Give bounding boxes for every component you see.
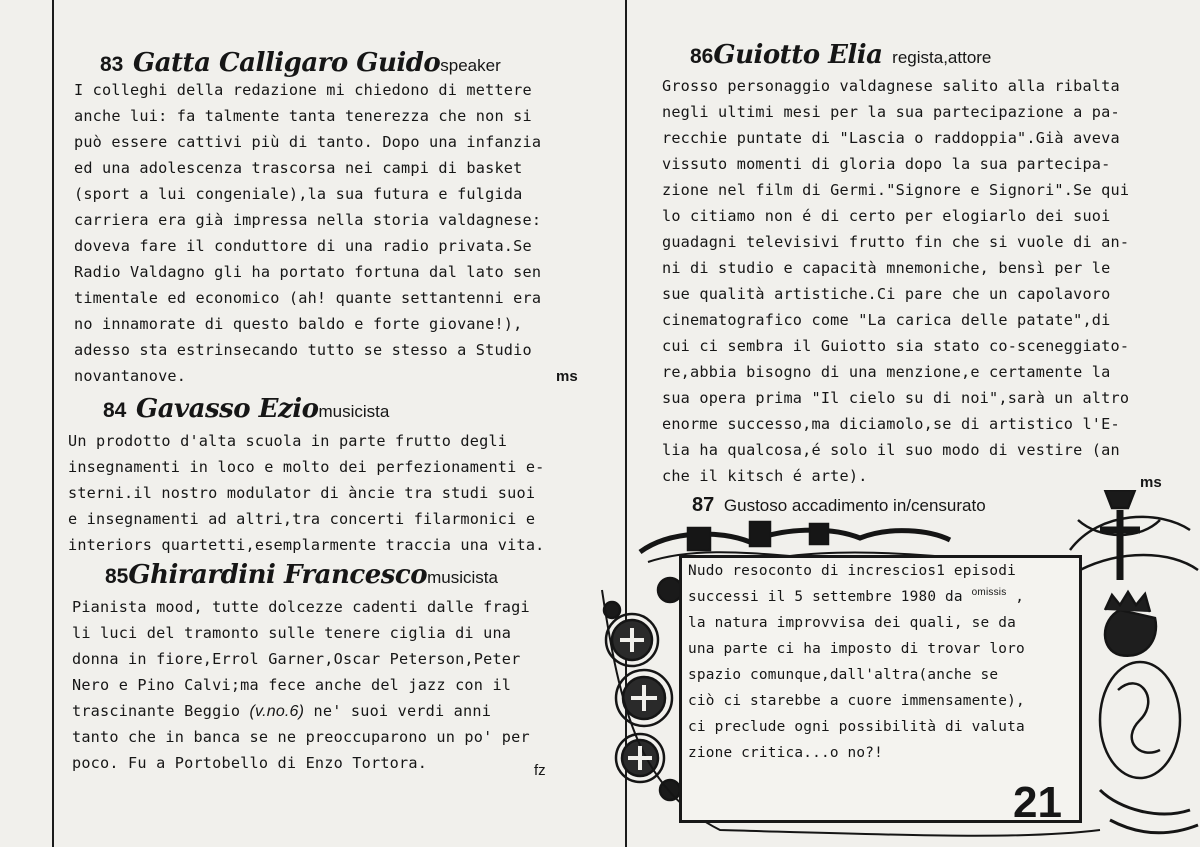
entry-role: musicista (427, 568, 498, 587)
entry-name: Gavasso Ezio (136, 394, 319, 424)
page-number: 21 (1013, 778, 1062, 827)
text-line: novantanove. (74, 367, 187, 385)
text-line: sterni.il nostro modulator di àncie tra studi suoi (68, 484, 536, 502)
text-line: negli ultimi mesi per la sua partecipazione a pa- (662, 103, 1120, 121)
text-line: I colleghi della redazione mi chiedono di mettere (74, 81, 532, 99)
text-line: timentale ed economico (ah! quante settantenni era (74, 289, 542, 307)
entry-number: 86 (690, 45, 714, 68)
text-line: zione nel film di Germi."Signore e Signori".Se qui (662, 181, 1130, 199)
text-line: che il kitsch é arte). (662, 467, 868, 485)
text-line: Radio Valdagno gli ha portato fortuna dal lato sen (74, 263, 542, 281)
entry-title: Gustoso accadimento in/censurato (723, 496, 986, 515)
text-line: e insegnamenti ad altri,tra concerti filarmonici e (68, 510, 536, 528)
entry-name: Ghirardini Francesco (128, 560, 428, 590)
author-signature: fz (534, 762, 546, 779)
text-line: spazio comunque,dall'altra(anche se (688, 667, 999, 683)
omissis-note: omissis (971, 587, 1007, 598)
text-line: ed una adolescenza trascorsa nei campi di basket (74, 159, 523, 177)
text-fragment: , (1006, 589, 1025, 605)
text-line: guadagni televisivi frutto fin che si vuole di an- (662, 233, 1130, 251)
text-line: cui ci sembra il Guiotto sia stato co-sceneggiato- (662, 337, 1130, 355)
text-line: ci preclude ogni possibilità di valuta (688, 719, 1025, 735)
text-fragment: ne' suoi verdi anni (304, 702, 492, 720)
entry-role: speaker (440, 56, 501, 75)
cross-reference: (v.no.6) (249, 703, 305, 720)
author-signature: ms (556, 368, 578, 385)
text-line: li luci del tramonto sulle tenere ciglia di una (72, 624, 512, 642)
text-line: interiors quartetti,esemplarmente traccia una vita. (68, 536, 545, 554)
text-line: Nudo resoconto di increscios1 episodi (688, 563, 1016, 579)
text-line: donna in fiore,Errol Garner,Oscar Peterson,Peter (72, 650, 521, 668)
text-line: vissuto momenti di gloria dopo la sua partecipa- (662, 155, 1111, 173)
entry-name: Gatta Calligaro Guido (133, 48, 441, 78)
entry-number: 84 (103, 399, 127, 422)
text-line: re,abbia bisogno di una menzione,e certamente la (662, 363, 1111, 381)
entry-number: 85 (105, 565, 129, 588)
text-line: doveva fare il conduttore di una radio privata.Se (74, 237, 532, 255)
text-line (688, 586, 1024, 610)
entry-number: 83 (100, 53, 124, 76)
text-line: Un prodotto d'alta scuola in parte frutto degli (68, 432, 508, 450)
text-line: zione critica...o no?! (688, 745, 884, 761)
text-line: Nero e Pino Calvi;ma fece anche del jazz con il (72, 676, 512, 694)
text-line: (sport a lui congeniale),la sua futura e fulgida (74, 185, 523, 203)
text-line: cinematografico come "La carica delle patate",di (662, 311, 1111, 329)
text-line: enorme successo,ma diciamolo,se di artistico l'E- (662, 415, 1120, 433)
text-line: adesso sta estrinsecando tutto se stesso a Studio (74, 341, 532, 359)
text-line: no innamorate di questo baldo e forte giovane!), (74, 315, 523, 333)
text-line: sue qualità artistiche.Ci pare che un capolavoro (662, 285, 1111, 303)
text-line: una parte ci ha imposto di trovar loro (688, 641, 1025, 657)
text-line: carriera era già impressa nella storia valdagnese: (74, 211, 542, 229)
entry-name: Guiotto Elia (713, 40, 883, 70)
text-line: lia ha qualcosa,é solo il suo modo di vestire (an (662, 441, 1120, 459)
text-line: la natura improvvisa dei quali, se da (688, 615, 1016, 631)
text-line: poco. Fu a Portobello di Enzo Tortora. (72, 754, 428, 772)
author-signature: ms (1140, 474, 1162, 491)
text-line: recchie puntate di "Lascia o raddoppia".Già aveva (662, 129, 1120, 147)
entry-role: musicista (318, 402, 390, 421)
text-line: anche lui: fa talmente tanta tenerezza che non si (74, 107, 532, 125)
text-line: Pianista mood, tutte dolcezze cadenti dalle fragi (72, 598, 530, 616)
text-line: sua opera prima "Il cielo su di noi",sarà un altro (662, 389, 1130, 407)
text-fragment: successi il 5 settembre 1980 da (688, 589, 972, 605)
entry-86-heading (690, 40, 991, 70)
text-line: ciò ci starebbe a cuore immensamente), (688, 693, 1025, 709)
text-line: insegnamenti in loco e molto dei perfezionamenti e- (68, 458, 545, 476)
text-fragment: trascinante Beggio (72, 702, 250, 720)
entry-number: 87 (692, 494, 715, 516)
text-line: lo citiamo non é di certo per elogiarlo dei suoi (662, 207, 1111, 225)
text-line: può essere cattivi più di tanto. Dopo una infanzia (74, 133, 542, 151)
text-line: tanto che in banca se ne preoccuparono un po' per (72, 728, 530, 746)
text-line: ni di studio e capacità mnemoniche, bensì per le (662, 259, 1111, 277)
text-line: Grosso personaggio valdagnese salito alla ribalta (662, 77, 1120, 95)
entry-role: regista,attore (892, 48, 992, 67)
